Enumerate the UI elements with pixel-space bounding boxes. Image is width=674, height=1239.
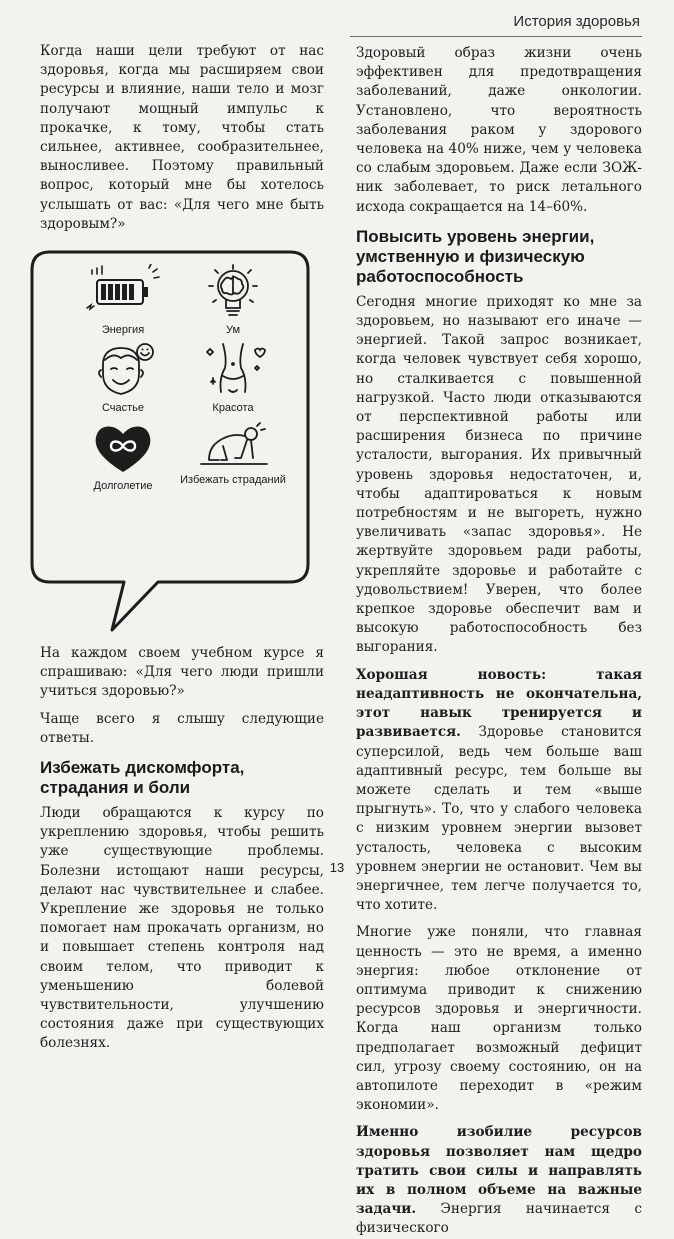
header-rule: [350, 36, 642, 37]
discomfort-paragraph: Люди обращаются к курсу по укреплению здоровья, чтобы решить уже существующие проблемы. Болезни истощают наши ресурсы, делают нас чувствительнее и слабее. Укрепление же здоровья не только помогает нам прокачать организм, но и повышает степень контроля над своим телом, что приводит к уменьшению болевой чувствительности, улучшению состояния даже при существующих болезнях.: [40, 805, 324, 1052]
icon-cell-happiness: [68, 342, 178, 420]
good-news-rest: Здоровье становится суперсилой, ведь чем больше ваш адаптивный ресурс, тем больше вы можете сделать и тем «выше прыгнуть». То, что у слабого человека с низким уровнем энергии вызовет усталость, человека с высоким уровнем энергии не остановит. Чем вы энергичнее, тем легче получается то, что хотите.: [356, 724, 642, 914]
battery-icon: [83, 264, 163, 320]
prevention-paragraph: Здоровый образ жизни очень эффективен для предотвращения заболеваний, даже онкологии. Установлено, что вероятность заболевания раком у здорового человека на 40% ниже, чем у человека со слабым здоровьем. Даже если ЗОЖ-ник заболевает, то риск летального исхода сокращается на 14–60%.: [356, 45, 642, 215]
good-news-bold: Хорошая новость: такая неадаптивность не окончательна, этот навык тренируется и развивается.: [356, 666, 642, 741]
icon-label-beauty: Красота: [212, 402, 254, 415]
energy-value-paragraph: Многие уже поняли, что главная ценность — это не время, а именно энергия: любое отклонение от оптимума приводит к снижению ресурсов здоровья и энергичности. Когда наш организм только предполагает возможный дефицит сил, угрозу своему состоянию, он на автопилоте переходит в «режим экономии».: [356, 924, 642, 1114]
running-head: История здоровья: [513, 13, 640, 30]
brain-bulb-icon: [193, 264, 273, 320]
icon-cell-beauty: [178, 342, 288, 420]
infinity-heart-icon: [83, 420, 163, 476]
icon-label-mind: Ум: [225, 324, 241, 337]
icon-cell-longevity: [68, 420, 178, 498]
icon-grid: [68, 264, 288, 498]
icon-label-longevity: Долголетие: [93, 480, 153, 493]
icon-cell-mind: [178, 264, 288, 342]
speech-bubble: [28, 246, 312, 636]
intro-paragraph: Когда наши цели требуют от нас здоровья, когда мы расширяем свои ресурсы и влияние, наши тело и мозг получают мощный импульс к прокачке, к тому, чтобы стать сильнее, активнее, сообразительнее, выносливее. Поэтому правильный вопрос, который мне бы хотелось услышать от вас: «Для чего мне быть здоровым?»: [40, 43, 324, 232]
after-bubble-paragraph-2: Чаще всего я слышу следующие ответы.: [40, 710, 324, 746]
resources-paragraph: [356, 1123, 642, 1238]
energy-paragraph: Сегодня многие приходят ко мне за здоровьем, но называют его иначе — энергией. Такой запрос возникает, когда человек чувствует себя хорошо, но сталкивается с повышенной нагрузкой. Часто люди отказываются от перспективной работы или расширения бизнеса по причине усталости, выгорания. Их привычный уровень здоровья недостаточен, и, чтобы адаптироваться к новым потребностям и не выгореть, нужно увеличивать «запас здоровья». Не жертвуйте здоровьем ради работы, укрепляйте здоровье и работайте с удовольствием! Уверен, что более крепкое здоровье обеспечит вам и высокую работоспособность без выгорания.: [356, 293, 642, 656]
section-heading-discomfort: Избежать дискомфорта, страдания и боли: [40, 758, 245, 798]
right-column: [356, 44, 642, 1239]
page-number: 13: [329, 860, 345, 875]
icon-label-avoid-suffering: Избежать страданий: [180, 474, 286, 487]
icon-cell-energy: [68, 264, 178, 342]
resources-bold: Именно изобилие ресурсов здоровья позволяет нам щедро тратить свои силы и направлять их в полном объеме на важные задачи.: [356, 1124, 642, 1218]
happy-face-icon: [83, 342, 163, 398]
left-column: [40, 42, 324, 1054]
suffering-person-icon: [193, 420, 273, 470]
icon-label-happiness: Счастье: [101, 402, 145, 415]
good-news-paragraph: [356, 666, 642, 916]
icon-cell-avoid-suffering: [178, 420, 288, 498]
resources-rest: Энергия начинается с физического: [356, 1201, 642, 1237]
body-figure-icon: [193, 342, 273, 398]
after-bubble-paragraph-1: На каждом своем учебном курсе я спрашиваю: «Для чего люди пришли учиться здоровью?»: [40, 645, 324, 700]
section-heading-energy: Повысить уровень энергии, умственную и физическую работоспособность: [356, 226, 595, 286]
icon-label-energy: Энергия: [101, 324, 145, 337]
